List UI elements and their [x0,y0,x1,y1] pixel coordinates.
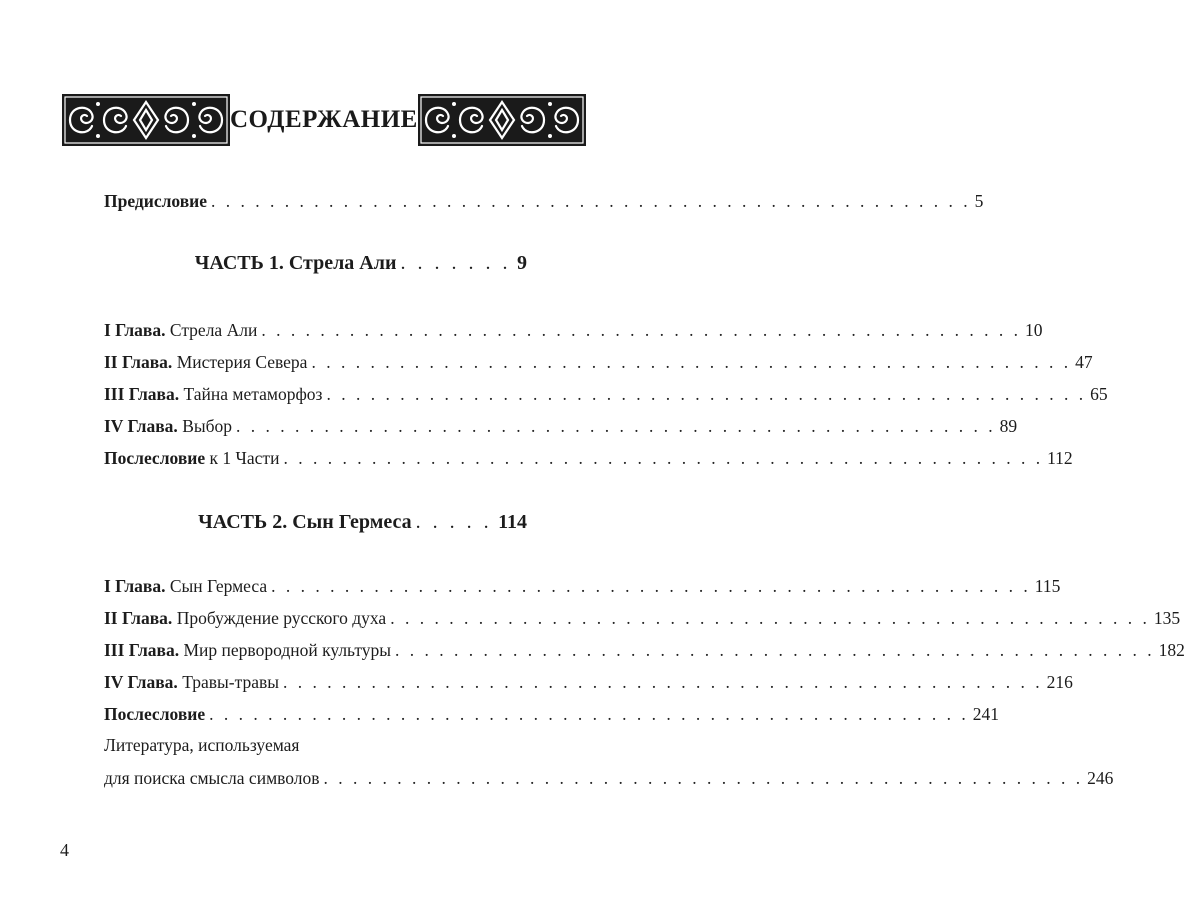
toc-entry[interactable] [104,703,1000,725]
entry-page: 216 [1046,672,1073,692]
ornament-right-icon [418,94,586,146]
toc-entry-preface[interactable] [104,190,984,212]
chapter-number: I Глава. [104,320,166,340]
leader-dots: . . . . . . . . . . . . . . . . . . . . . . . . . . . . . . . . . . . . . . . . . . . . . . . . . . . . [261,320,1021,340]
literature-line-1: Литература, используемая [104,735,300,755]
chapter-number: IV Глава. [104,416,178,436]
entry-page: 10 [1024,320,1043,340]
chapter-number: IV Глава. [104,672,178,692]
toc-entry[interactable] [104,671,1073,693]
toc-entry[interactable] [104,351,1093,373]
leader-dots: . . . . . . . . . . . . . . . . . . . . . . . . . . . . . . . . . . . . . . . . . . . . . . . . . . . . [282,672,1043,692]
toc-entry[interactable] [104,383,1108,405]
entry-page: 47 [1075,352,1093,372]
toc-entry[interactable] [104,319,1043,341]
entry-page: 115 [1034,576,1061,596]
toc-part-1[interactable] [195,252,527,275]
part-title: ЧАСТЬ 2. Сын Гермеса [198,511,412,533]
leader-dots: . . . . . . . . . . . . . . . . . . . . . . . . . . . . . . . . . . . . . . . . . . . . . . . . . . . . [271,576,1031,596]
leader-dots: . . . . . . . . . . . . . . . . . . . . . . . . . . . . . . . . . . . . . . . . . . . . . . . . . . . . [311,352,1072,372]
chapter-number: II Глава. [104,608,173,628]
leader-dots: . . . . . . . . . . . . . . . . . . . . . . . . . . . . . . . . . . . . . . . . . . . . . . . . . . . . [390,608,1150,628]
toc-entry-literature[interactable] [104,767,1114,789]
toc-entry[interactable] [104,575,1061,597]
chapter-number: Послесловие [104,448,206,468]
ornament-left-icon [62,94,230,146]
toc-header [62,94,570,146]
chapter-title: Травы-травы [177,672,279,692]
entry-page: 112 [1047,448,1073,468]
leader-dots: . . . . . . . . . . . . . . . . . . . . . . . . . . . . . . . . . . . . . . . . . . . . . . . . . . . . [283,448,1044,468]
chapter-title: Выбор [177,416,233,436]
leader-dots: . . . . . [415,511,493,533]
entry-page: 182 [1158,640,1185,660]
chapter-title: Мистерия Севера [172,352,308,372]
chapter-title: Тайна метаморфоз [179,384,323,404]
entry-page: 65 [1090,384,1108,404]
leader-dots: . . . . . . . . . . . . . . . . . . . . . . . . . . . . . . . . . . . . . . . . . . . . . . . . . . . . [326,384,1087,404]
entry-page: 5 [974,191,984,211]
entry-page: 89 [999,416,1018,436]
leader-dots: . . . . . . . [400,252,511,274]
entry-label: Предисловие [104,191,208,211]
leader-dots: . . . . . . . . . . . . . . . . . . . . . . . . . . . . . . . . . . . . . . . . . . . . . . . . . . . . [209,704,969,724]
chapter-number: III Глава. [104,640,180,660]
chapter-title: Сын Гермеса [165,576,268,596]
chapter-title: Пробуждение русского духа [172,608,387,628]
toc-entry[interactable] [104,607,1181,629]
part-title: ЧАСТЬ 1. Стрела Али [194,252,397,274]
chapter-title: Стрела Али [165,320,258,340]
chapter-number: I Глава. [104,576,166,596]
leader-dots: . . . . . . . . . . . . . . . . . . . . . . . . . . . . . . . . . . . . . . . . . . . . . . . . . . . . [323,768,1084,788]
chapter-title: к 1 Части [205,448,280,468]
toc-part-2[interactable] [198,511,527,534]
chapter-number: Послесловие [104,704,206,724]
leader-dots: . . . . . . . . . . . . . . . . . . . . . . . . . . . . . . . . . . . . . . . . . . . . . . . . . . . . [395,640,1155,660]
part-page: 114 [498,511,527,533]
part-page: 9 [517,252,527,274]
toc-entry[interactable] [104,415,1018,437]
entry-page: 241 [972,704,1000,724]
leader-dots: . . . . . . . . . . . . . . . . . . . . . . . . . . . . . . . . . . . . . . . . . . . . . . . . . . . . [211,191,971,211]
leader-dots: . . . . . . . . . . . . . . . . . . . . . . . . . . . . . . . . . . . . . . . . . . . . . . . . . . . . [236,416,996,436]
toc-entry[interactable] [104,447,1073,469]
toc-title: СОДЕРЖАНИЕ [230,106,418,133]
toc-entry[interactable] [104,639,1185,661]
chapter-number: III Глава. [104,384,180,404]
page-number: 4 [60,840,69,860]
chapter-number: II Глава. [104,352,173,372]
entry-page: 246 [1087,768,1114,788]
chapter-title: Мир первородной культуры [179,640,392,660]
entry-page: 135 [1153,608,1181,628]
literature-line-2: для поиска смысла символов [104,768,320,788]
